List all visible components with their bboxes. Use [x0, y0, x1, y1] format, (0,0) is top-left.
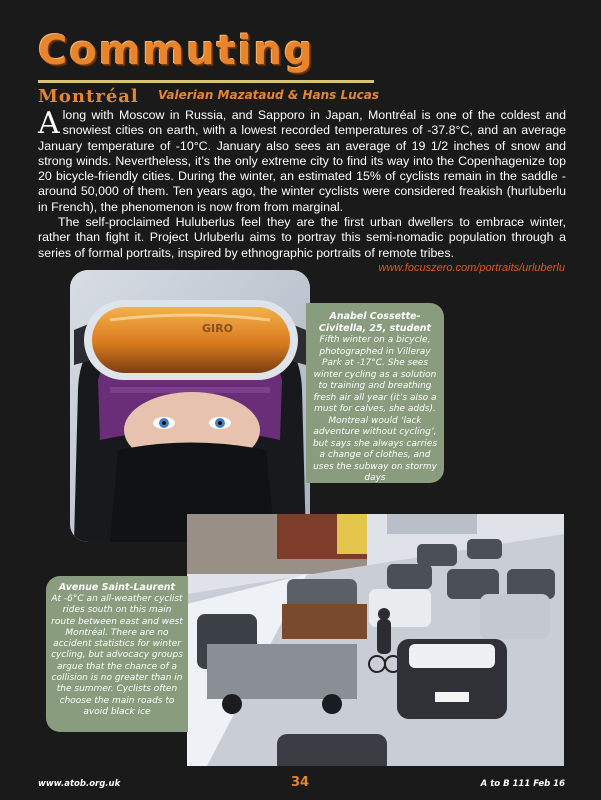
footer-website: www.atob.org.uk — [38, 779, 121, 789]
article-body — [38, 108, 566, 261]
paragraph-1 — [38, 108, 566, 215]
project-url-link[interactable]: www.focuszero.com/portraits/urluberlu — [378, 262, 565, 274]
title-underline — [38, 80, 374, 83]
footer-issue: A to B 111 Feb 16 — [480, 779, 565, 789]
page-number: 34 — [290, 775, 310, 790]
street-illustration — [187, 514, 564, 766]
street-photo — [187, 514, 564, 766]
street-caption-title: Avenue Saint-Laurent — [58, 582, 176, 593]
portrait-caption-title: Anabel Cossette-Civitella, 25, student — [318, 311, 432, 334]
portrait-illustration — [70, 270, 310, 542]
city-subtitle: Montréal — [38, 86, 139, 107]
paragraph-2: The self-proclaimed Huluberlus feel they are the first urban dwellers to embrace winter, rather than fight it. Project Urluberlu aims to portray this semi-nomadic population through a series of formal portraits, inspired by ethnographic portraits of remote tribes. — [38, 215, 566, 260]
street-caption — [46, 576, 188, 732]
drop-cap: A — [38, 106, 60, 141]
portrait-photo — [70, 270, 310, 542]
street-caption-text: At -6°C an all-weather cyclist rides south on this main route between east and west Montréal. There are no accident statistics for winter cycling, but advocacy groups argue that the chance of a collision is no greater than in the summer. Cyclists often choose the main roads to avoid black ice — [51, 594, 183, 717]
svg-text:GIRO: GIRO — [202, 322, 233, 335]
author-credit: Valerian Mazataud & Hans Lucas — [158, 88, 380, 102]
portrait-caption-text: Fifth winter on a bicycle, photographed in Villeray Park at -17°C. She sees winter cycling as a solution to training and breathing fresh air all year (it’s also a must for calves, she adds). Montreal would ‘lack adventure without cycling’, but says she always carries a change of clothes, and uses the subway on stormy days — [312, 335, 438, 483]
paragraph-1-text: long with Moscow in Russia, and Sapporo in Japan, Montréal is one of the coldest and snowiest cities on earth, with a lowest recorded temperatures of -37.8°C, and an average January temperature of -10°C. January also sees an average of 19 1/2 inches of snow and strong winds. Nevertheless, it’s the only extreme city to find its way into the Copenhagenize top 20 bicycle-friendly cities. During the winter, an estimated 15% of cyclists remain in the saddle - around 50,000 of them. Ten years ago, the winter cyclists were considered freakish (hurluberlu in French), the phenomenon is now from from marginal. — [38, 108, 566, 214]
portrait-caption — [306, 303, 444, 483]
page-title: Commuting — [38, 28, 315, 74]
